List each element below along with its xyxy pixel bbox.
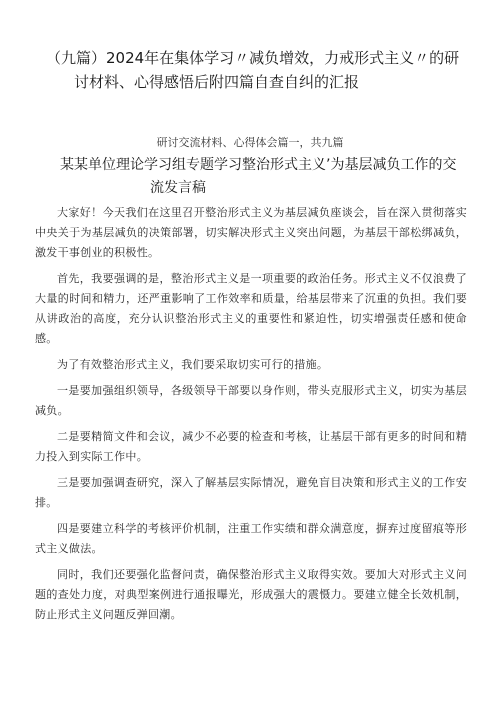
series-caption: 研讨交流材料、心得体会篇一，共九篇 [156,136,344,149]
body-paragraph: 为了有效整治形式主义，我们要采取切实可行的措施。 [57,358,329,371]
body-paragraph: 四是要建立科学的考核评价机制，注重工作实绩和群众满意度，摒弃过度留痕等形式主义做法。 [35,522,467,555]
body-paragraph: 大家好！今天我们在这里召开整治形式主义为基层减负座谈会，旨在深入贯彻落实中央关于为基层减负的决策部署，切实解决形式主义突出问题，为基层干部松绑减负，激发干事创业的积极性。 [35,206,467,259]
article-title-line-1: 某某单位理论学习组专题学习整治形式主义’为基层减负工作的交 [60,157,457,173]
body-paragraph: 首先，我要强调的是，整治形式主义是一项重要的政治任务。形式主义不仅浪费了大量的时间和精力，还严重影响了工作效率和质量，给基层带来了沉重的负担。我们要从讲政治的高度，充分认识整治形式主义的重要性和紧迫性，切实增强责任感和使命感。 [35,272,467,345]
body-paragraph: 三是要加强调查研究，深入了解基层实际情况，避免盲目决策和形式主义的工作安排。 [35,476,467,509]
document-title-line-2: 讨材料、心得感悟后附四篇自查自纠的汇报 [74,73,360,91]
body-paragraph: 同时，我们还要强化监督问责，确保整治形式主义取得实效。要加大对形式主义问题的查处力度，对典型案例进行通报曝光，形成强大的震慑力。要建立健全长效机制，防止形式主义问题反弹回潮。 [35,568,467,621]
body-paragraph: 一是要加强组织领导，各级领导干部要以身作则，带头克服形式主义，切实为基层减负。 [35,384,467,417]
body-paragraph: 二是要精简文件和会议，减少不必要的检查和考核，让基层干部有更多的时间和精力投入到实际工作中。 [35,430,467,463]
document-title [46,46,466,94]
article-title [60,154,480,200]
article-title-line-2: 流发言稿 [150,180,206,196]
document-title-line-1: （九篇）2024年在集体学习〃减负增效，力戒形式主义〃的研 [46,49,460,67]
article-body [35,203,467,631]
